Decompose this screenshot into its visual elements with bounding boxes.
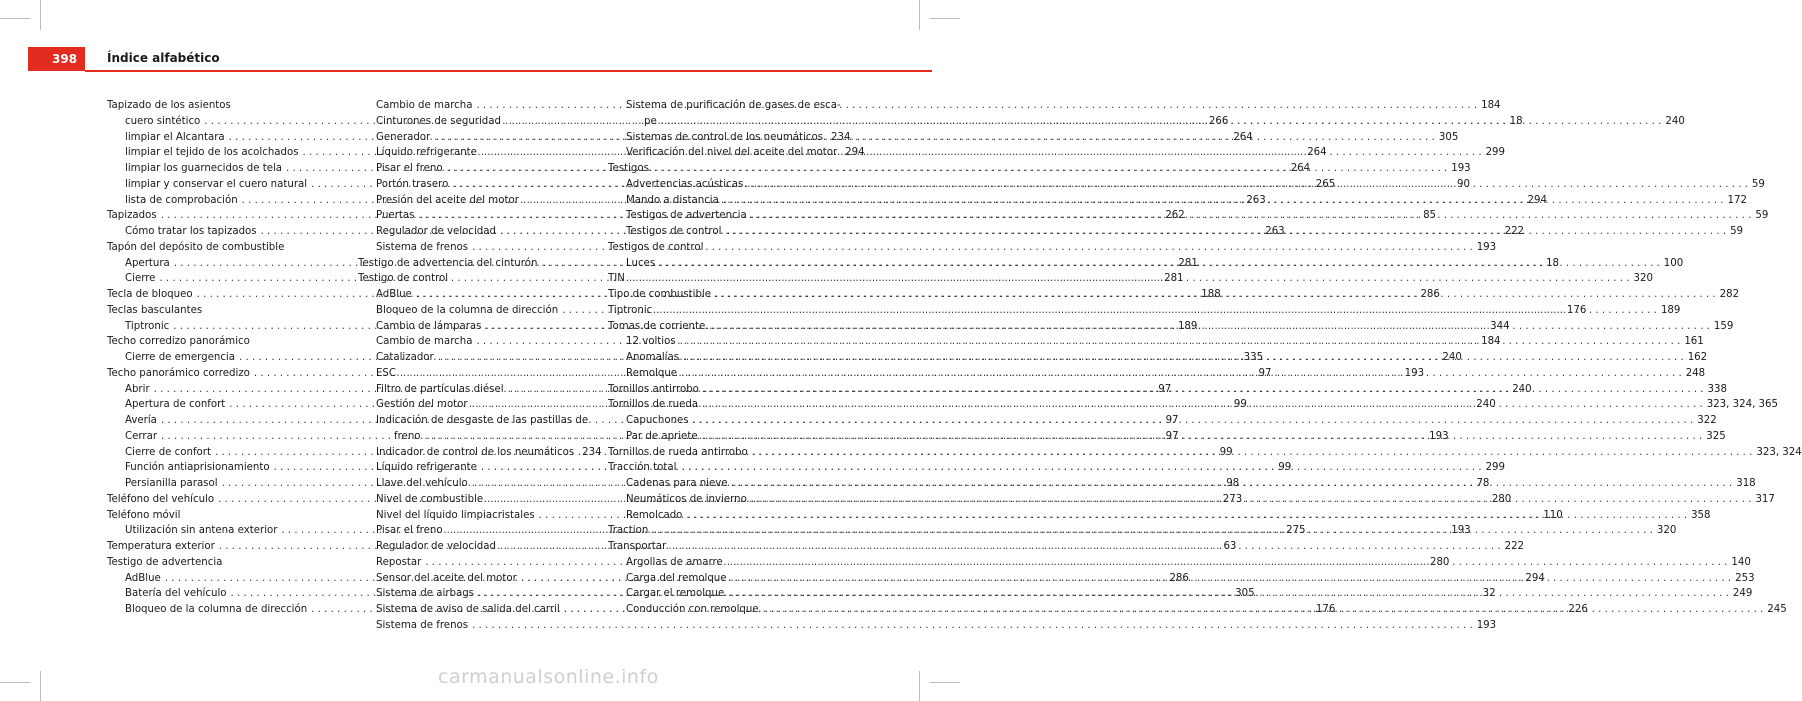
index-entry-label: AdBlue [125,572,161,584]
index-entry-label: lista de comprobación [125,194,238,206]
index-entry-label: Pisar el freno [376,525,443,537]
index-entry [608,161,848,177]
index-entry-page: 281 [1164,273,1184,285]
index-entry-label: Tornillos de rueda [608,399,699,411]
index-entry [107,303,347,319]
dot-leader [723,193,1724,209]
index-entry-label: Testigo de control [358,273,449,285]
watermark: carmanualsonline.info [438,666,659,688]
index-entry-label: Indicación de desgaste de las pastillas de [376,415,589,426]
index-entry-page: 320 [1656,525,1677,537]
dot-leader [763,602,1764,618]
dot-leader [727,555,1728,571]
index-entry-label: Filtro de partículas diésel [376,383,504,395]
index-entry-page: 248 [1685,367,1706,379]
dot-leader [683,350,1684,366]
index-entry-label: Tiptronic [125,320,170,332]
index-entry-label: Testigos de control [608,241,704,253]
index-entry-label: Avería [125,415,157,426]
index-entry-page: 358 [1691,509,1711,521]
index-entry [608,539,848,555]
index-entry-label: Cadenas para nieve [626,478,728,489]
index-entry-page: 265 [1315,178,1336,190]
index-entry-page: 184 [1481,336,1501,348]
dot-leader [680,334,1681,350]
index-entry-label: Sistema de aviso de salida del carril [376,604,560,615]
index-entry-page: 97 [1158,383,1172,395]
index-entry-page: 161 [1684,336,1704,348]
index-entry-page: 305 [1235,588,1255,600]
index-entry-label: Persianilla parasol [125,478,218,489]
index-entry-label: Líquido refrigerante [376,462,477,474]
index-entry-label: Tapizado de los asientos [107,100,231,111]
index-entry-page: 176 [1315,604,1336,615]
index-entry-label: Cerrar [125,430,158,442]
index-entry-page: 286 [1169,572,1189,584]
index-entry-label: Tomas de corriente [608,320,706,332]
index-entry-page: 249 [1732,588,1753,600]
index-entry [608,130,851,146]
index-entry-page: 264 [1290,163,1311,174]
index-entry-label: Función antiaprisionamiento [125,462,270,474]
index-entry-label: Repostar [376,556,422,568]
index-entry-label: Apertura de confort [125,399,226,411]
index-entry-page: 264 [1233,131,1253,143]
dot-leader [752,445,1753,461]
index-entry [608,145,865,161]
index-entry-label: Techo panorámico corredizo [107,367,250,379]
index-entry-page: 189 [1177,320,1198,332]
dot-leader [728,586,1729,602]
dot-leader [732,476,1733,492]
dot-leader [629,271,1630,287]
index-entry-label: Llave del vehículo [376,478,468,489]
dot-leader [693,413,1694,429]
index-entry-label: Tracción total [608,462,677,474]
index-entry-label: Techo corredizo panorámico [107,336,250,348]
index-entry [107,334,347,350]
index-entry-label: Advertencias acústicas [626,178,744,190]
index-entry-label: Transportar [608,541,667,552]
index-entry-page: 97 [1165,415,1179,426]
index-entry-page: 226 [1568,604,1588,615]
index-entry [107,555,347,571]
index-entry-page: 172 [1727,194,1747,206]
index-entry-page: 234 [582,446,602,458]
index-entry-label: Sensor del aceite del motor [376,572,517,584]
index-entry-label: limpiar el Alcantara [125,131,225,143]
index-entry-label: Cambio de marcha [376,100,473,111]
index-entry-page: 263 [1246,194,1266,206]
index-entry-label: Teclas basculantes [107,304,203,316]
index-entry [107,98,347,114]
index-entry-page: 318 [1736,478,1756,489]
index-entry-page: 299 [1485,147,1506,159]
index-entry-label: Mando a distancia [626,194,719,206]
index-entry-label: Portón trasero [376,178,449,190]
index-entry-label: Cierre [125,273,156,285]
index-entry-label: freno [394,430,421,442]
index-entry-page: 286 [1420,289,1440,300]
index-entry-page: 193 [1476,619,1497,631]
index-entry-label: Tornillos antirrobo [608,383,699,395]
index-entry-page: 263 [1265,226,1285,237]
index-entry-label: Anomalías [626,352,680,363]
index-entry-page: 193 [1429,430,1449,442]
index-entry-label: Apertura [125,257,170,269]
index-entry-label: Nivel de combustible [376,493,484,505]
index-entry-label: Tapón del depósito de combustible [107,241,285,253]
index-entry-page: 98 [1226,478,1240,489]
index-entry-label: Testigo de advertencia [107,556,223,568]
index-entry-label: limpiar el tejido de los acolchados [125,147,299,159]
index-entry-page: 162 [1687,352,1708,363]
dot-leader [656,303,1657,319]
dot-leader [751,492,1752,508]
dot-leader [703,382,1704,398]
index-entry-label: Tipo de combustible [608,289,712,300]
index-entry-page: 184 [1481,100,1501,111]
index-entry-label: Testigo de advertencia del cinturón [358,257,538,269]
index-entry-label: Catalizador [376,352,434,363]
index-entry-page: 193 [1451,525,1471,537]
index-entry-page: 280 [1491,493,1512,505]
index-entry [107,240,347,256]
index-entry-page: 325 [1706,430,1726,442]
dot-leader [709,319,1710,335]
index-entry-page: 275 [1286,525,1306,537]
index-entry-label: Cierre de confort [125,446,211,458]
index-entry-label: Testigos [608,163,649,174]
dot-leader [751,208,1752,224]
dot-leader [731,571,1732,587]
index-entry-page: 323, 324 [1756,446,1802,458]
index-entry-page: 335 [1243,352,1264,363]
index-entry-page: 299 [1485,462,1506,474]
page-number: 398 [28,47,85,71]
dot-leader [725,224,1726,240]
index-entry-label: Cambio de marcha [376,336,473,348]
index-entry-page: 59 [1730,226,1744,237]
index-entry-label: cuero sintético [125,115,201,127]
index-entry-page: 266 [1208,115,1229,127]
index-entry-page: 63 [1223,541,1237,552]
index-entry-label: limpiar los guarnecidos de tela [125,163,283,174]
dot-leader [652,523,1653,539]
dot-leader [659,256,1660,272]
index-entry-page: 305 [1438,131,1459,143]
index-entry-label: Temperatura exterior [107,541,215,552]
dot-leader [434,130,1435,146]
index-entry-page: 344 [1490,320,1510,332]
index-entry-label: Tecla de bloqueo [107,289,193,300]
index-entry-page: 99 [1219,446,1233,458]
index-entry-label: Traction [608,525,649,537]
header-rule [85,70,932,72]
index-entry-page: 193 [1404,367,1425,379]
index-entry-label: Tiptronic [608,304,653,316]
index-entry-label: Luces [626,257,656,269]
index-entry-label: Verificación del nivel del aceite del motor [626,147,838,159]
index-entry-page: 188 [1201,289,1221,300]
index-entry-page: 253 [1735,572,1755,584]
index-entry-page: 189 [1660,304,1681,316]
index-entry-label: Batería del vehículo [125,588,227,600]
index-entry-page: 97 [1258,367,1272,379]
index-entry-label: Cómo tratar los tapizados [125,226,257,237]
index-entry-page: 294 [1525,572,1545,584]
index-entry-label: Líquido refrigerante [376,147,477,159]
index-entry-page: 99 [1233,399,1247,411]
dot-leader [715,287,1716,303]
index-entry-page: 280 [1429,556,1450,568]
index-entry-label: Pisar el freno [376,163,443,174]
index-entry [608,460,848,476]
index-entry-page: 32 [1482,588,1496,600]
index-entry [608,98,848,114]
index-entry-label: Cambio de lámparas [376,320,482,332]
index-entry-label: TIN [608,273,625,285]
index-entry-label: Puertas [376,210,415,222]
index-entry-label: Sistemas de control de los neumáticos [626,131,823,143]
index-entry-page: 110 [1543,509,1563,521]
index-entry-page: 323, 324, 365 [1706,399,1778,411]
index-entry-label: Nivel del líquido limpiacristales [376,509,535,521]
index-entry-page: 90 [1456,178,1470,190]
index-entry-page: 245 [1767,604,1787,615]
index-entry-label: limpiar y conservar el cuero natural [125,178,308,190]
index-entry-label: ESC [376,367,397,379]
index-entry-label: Abrir [125,383,150,395]
index-entry-page: 317 [1755,493,1775,505]
index-entry-label: Testigos de advertencia [626,210,747,222]
index-entry-label: Teléfono del vehículo [107,493,215,505]
index-entry-label: Argollas de amarre [626,556,723,568]
index-entry-page: 176 [1566,304,1587,316]
index-entry-page: 240 [1442,352,1462,363]
index-entry-page: 234 [831,131,851,143]
index-entry-label: Teléfono móvil [107,509,181,521]
index-entry-page: 85 [1423,210,1437,222]
page-title: Índice alfabético [107,51,220,65]
index-entry-label: Sistema de frenos [376,619,469,631]
index-entry-page: 193 [1476,241,1497,253]
index-entry [608,240,848,256]
index-entry-label: Tornillos de rueda antirrobo [608,446,748,458]
index-entry-page: 294 [845,147,865,159]
index-entry-page: 240 [1476,399,1496,411]
index-entry-label: Tapizados [107,210,157,222]
index-entry-label: Testigos de control [626,226,722,237]
index-entry-page: 294 [1527,194,1547,206]
index-entry-label: Cinturones de seguridad [376,115,501,127]
index-entry-page: 281 [1178,257,1198,269]
index-entry-label: Par de apriete [626,430,698,442]
index-entry-page: 59 [1751,178,1765,190]
index-entry-label: Bloqueo de la columna de dirección [376,304,559,316]
index-entry-page: 100 [1663,257,1684,269]
index-entry-label: Cierre de emergencia [125,352,235,363]
index-entry-label: Utilización sin antena exterior [125,525,278,537]
index-entry-page: 262 [1165,210,1185,222]
index-entry [358,445,602,461]
index-entry-label: Bloqueo de la columna de dirección [125,604,308,615]
index-entry-label: Indicador de control de los neumáticos [376,446,575,458]
index-entry-page: 99 [1278,462,1292,474]
index-entry-page: 264 [1307,147,1327,159]
index-entry-page: 159 [1713,320,1734,332]
index-entry-label: Capuchones [626,415,689,426]
index-entry-page: 273 [1222,493,1243,505]
index-entry-label: Regulador de velocidad [376,226,496,237]
index-entry-label: Gestión del motor [376,399,468,411]
index-entry [358,271,598,287]
dot-leader [702,429,1703,445]
index-entry-label: Presión del aceite del motor [376,194,519,206]
dot-leader [747,177,1748,193]
index-entry-label: Remolque [626,367,678,379]
index-entry-label: AdBlue [376,289,412,300]
index-entry-page: 222 [1504,541,1525,552]
index-entry-label: Sistema de airbags [376,588,474,600]
index-entry [358,618,1497,634]
index-entry [107,508,347,524]
index-entry-label: Remolcado [626,509,683,521]
index-entry-page: 140 [1731,556,1751,568]
index-entry-label: Conducción con remolque [626,604,759,615]
index-entry [358,413,598,429]
index-entry-page: 320 [1633,273,1653,285]
index-entry-label: Neumáticos de invierno [626,493,747,505]
index-entry-label: Sistema de frenos [376,241,469,253]
index-entry-page: 282 [1719,289,1740,300]
index-entry-page: 97 [1165,430,1179,442]
index-entry-page: 78 [1476,478,1490,489]
dot-leader [447,161,1448,177]
dot-leader [661,114,1662,130]
index-entry-page: 240 [1665,115,1685,127]
dot-leader [472,618,1473,634]
index-entry-label: Sistema de purificación de gases de esca- [626,100,841,111]
index-entry-page: 322 [1697,415,1717,426]
index-entry-page: 18 [1546,257,1560,269]
index-entry-page: 222 [1504,226,1525,237]
index-entry-page: 59 [1755,210,1769,222]
index-entry-page: 240 [1512,383,1532,395]
index-entry-label: Carga del remolque [626,572,727,584]
index-entry-label: 12 voltios [626,336,676,348]
dot-leader [702,397,1703,413]
index-entry-page: 18 [1509,115,1523,127]
index-entry-label: pe [644,115,657,127]
index-entry-label: Regulador de velocidad [376,541,496,552]
index-entry-page: 338 [1707,383,1727,395]
index-entry-label: Cargar el remolque [626,588,725,600]
index-entry-page: 193 [1451,163,1471,174]
dot-leader [681,366,1682,382]
index-entry-label: Generador [376,131,431,143]
dot-leader [686,508,1687,524]
